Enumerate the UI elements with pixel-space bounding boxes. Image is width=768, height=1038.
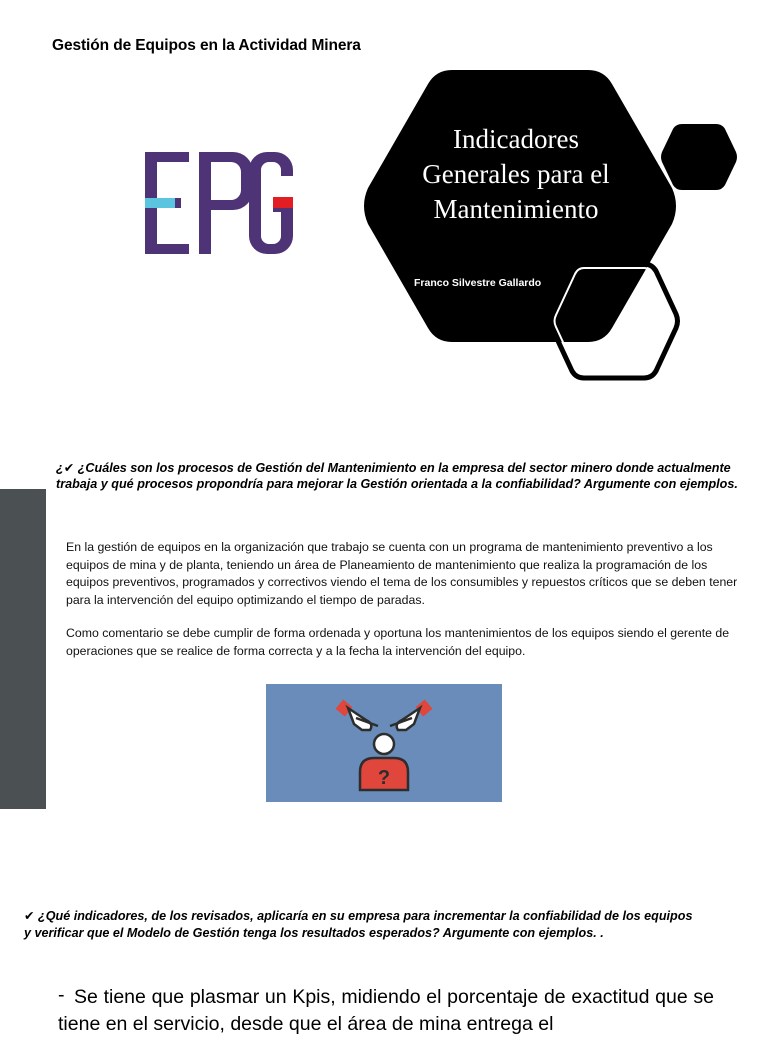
cover-title-line: Indicadores: [453, 124, 579, 154]
question-2-line: ✔ ¿Qué indicadores, de los revisados, aplicaría en su empresa para incrementar la confiabilidad de los equipos: [24, 909, 693, 923]
side-decorative-bar: [0, 489, 46, 809]
person-question-icon: [266, 684, 502, 802]
pointing-hands-icon: [336, 700, 433, 730]
epg-logo: [143, 152, 299, 254]
question-2: [24, 908, 768, 942]
answer-paragraph-1: En la gestión de equipos en la organización que trabajo se cuenta con un programa de mantenimiento preventivo a los equipos de mina y de planta, teniendo un área de Planeamiento de mantenimiento que realiza la programación de los equipos preventivos, programados y correctivos viendo el tema de los consumibles y repuestos críticos que se deben tener para la intervención del equipo optimizando el tiempo de paradas.: [66, 540, 738, 607]
bullet-dash: -: [58, 984, 65, 1006]
cover-author: Franco Silvestre Gallardo: [414, 277, 542, 289]
question-1: ¿✔ ¿Cuáles son los procesos de Gestión del Mantenimiento en la empresa del sector minero donde actualmente trabaja y qué procesos propondría para mejorar la Gestión orientada a la confiabilidad? Argumente con ejemplos.: [56, 461, 738, 491]
cover-title-line: Generales para el: [422, 159, 610, 189]
document-header-title: Gestión de Equipos en la Actividad Minera: [52, 37, 361, 54]
small-hexagon-shape: [660, 122, 738, 192]
cover-title-line: Mantenimiento: [433, 194, 599, 224]
illustration-panel: [266, 684, 502, 802]
bullet-text: Se tiene que plasmar un Kpis, midiendo el porcentaje de exactitud que se tiene en el servicio, desde que el área de mina entrega el: [58, 986, 714, 1035]
outline-hexagon-shape: [546, 260, 682, 382]
cover-title: [390, 122, 642, 227]
svg-text:?: ?: [377, 767, 391, 789]
answer-paragraph-2: Como comentario se debe cumplir de forma ordenada y oportuna los mantenimientos de los equipos siendo el gerente de operaciones que se realice de forma correcta y a la fecha la intervención del equipo.: [66, 626, 730, 658]
question-2-line: y verificar que el Modelo de Gestión tenga los resultados esperados? Argumente con ejemplos. .: [24, 926, 604, 940]
